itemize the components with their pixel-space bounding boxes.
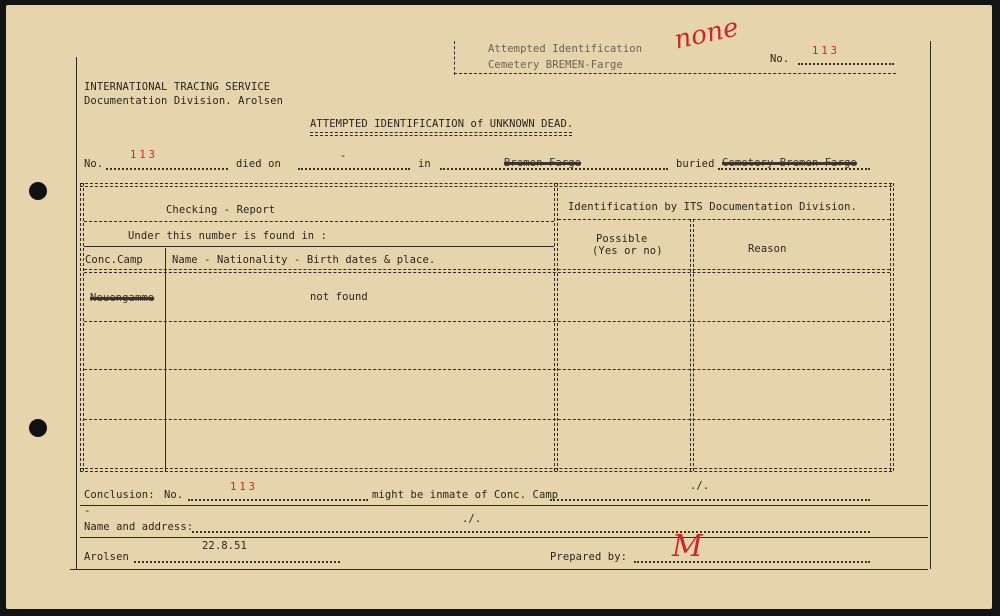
table-bottom-border xyxy=(80,468,892,472)
left-margin-line xyxy=(76,57,77,569)
organization-division: Documentation Division. Arolsen xyxy=(84,95,284,107)
name-column-header: Name - Nationality - Birth dates & place. xyxy=(172,254,436,266)
name-address-label: Name and address: xyxy=(84,521,194,533)
right-margin-line xyxy=(930,41,931,569)
table-middle-divider xyxy=(554,183,558,471)
document-card xyxy=(6,5,992,609)
row-separator-2 xyxy=(84,369,890,370)
camp-column-header: Conc.Camp xyxy=(85,254,143,266)
punch-hole-bottom xyxy=(29,419,47,437)
identification-header: Identification by ITS Documentation Division. xyxy=(568,201,857,213)
prepared-by-initials: M xyxy=(672,529,703,564)
place-in-value: Bremen-Farge xyxy=(504,157,582,169)
under-number-header: Under this number is found in : xyxy=(128,230,328,242)
conclusion-no-dots xyxy=(188,499,368,501)
title-underline xyxy=(310,132,572,136)
footer-date-dots xyxy=(134,561,340,563)
identification-underline xyxy=(558,219,890,220)
buried-value: Cemetery Bremen-Farge xyxy=(722,157,857,169)
prepared-by-label: Prepared by: xyxy=(550,551,628,563)
conclusion-camp-value: ./. xyxy=(690,480,710,492)
under-number-underline xyxy=(84,246,554,247)
checking-report-underline xyxy=(84,221,554,222)
stamp-bottom-border xyxy=(454,73,896,74)
footer-date: 22.8.51 xyxy=(202,540,247,552)
punch-hole-top xyxy=(29,182,47,200)
row-camp-cell: Neuengamme xyxy=(90,292,155,304)
row-separator-3 xyxy=(84,419,890,420)
table-left-border xyxy=(80,183,84,471)
died-on-label: died on xyxy=(236,158,281,170)
checking-report-header: Checking - Report xyxy=(166,204,276,216)
died-on-dots xyxy=(298,168,410,170)
conclusion-no-value: 113 xyxy=(230,481,258,493)
table-top-border xyxy=(80,183,892,187)
row-name-cell: not found xyxy=(310,291,368,303)
place-in-label: in xyxy=(418,158,431,170)
possible-column-subheader: (Yes or no) xyxy=(592,245,663,257)
organization-name: INTERNATIONAL TRACING SERVICE xyxy=(84,81,271,93)
buried-label: buried xyxy=(676,158,715,170)
conclusion-label: Conclusion: xyxy=(84,489,155,501)
stamp-left-border xyxy=(454,41,455,75)
top-number-label: No. xyxy=(770,53,790,65)
prepared-by-dots xyxy=(634,561,870,563)
conclusion-dash: - xyxy=(84,505,91,517)
name-address-dots xyxy=(192,531,870,533)
top-number-dots xyxy=(798,63,894,65)
stamp-annotation: none xyxy=(671,12,742,56)
conclusion-rule xyxy=(80,505,928,506)
conclusion-camp-dots xyxy=(550,499,870,501)
row-separator-1 xyxy=(84,321,890,322)
top-number-value: 113 xyxy=(812,45,840,57)
died-on-value: - xyxy=(340,150,347,162)
footer-place: Arolsen xyxy=(84,551,129,563)
table-right-border xyxy=(890,183,894,471)
name-address-rule xyxy=(80,537,928,538)
conclusion-no-label: No. xyxy=(164,489,184,501)
bottom-rule xyxy=(70,569,928,570)
table-camp-divider xyxy=(165,248,166,471)
name-address-value: ./. xyxy=(462,513,482,525)
record-no-dots xyxy=(106,168,228,170)
form-title: ATTEMPTED IDENTIFICATION of UNKNOWN DEAD. xyxy=(310,118,574,130)
stamp-line-1: Attempted Identification xyxy=(488,43,643,55)
table-possible-divider xyxy=(690,219,694,471)
possible-column-header: Possible xyxy=(596,233,648,245)
record-no-label: No. xyxy=(84,158,104,170)
reason-column-header: Reason xyxy=(748,243,787,255)
table-header-bottom xyxy=(84,269,890,273)
might-be-inmate-label: might be inmate of Conc. Camp xyxy=(372,489,559,501)
record-no-value: 113 xyxy=(130,149,158,161)
stamp-line-2: Cemetery BREMEN-Farge xyxy=(488,59,623,71)
